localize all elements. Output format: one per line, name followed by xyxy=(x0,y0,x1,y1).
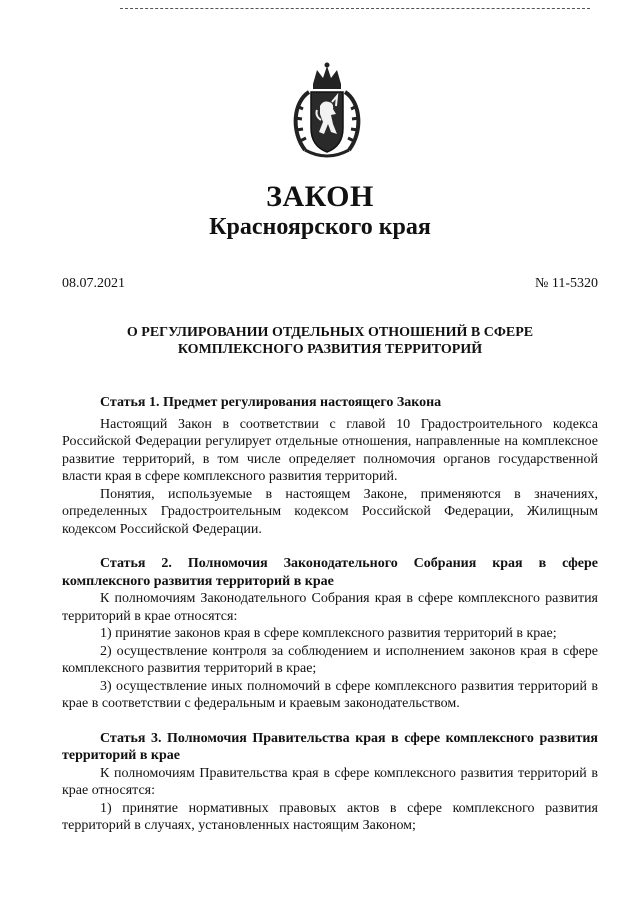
scan-top-edge xyxy=(120,8,590,9)
list-item: 2) осуществление контроля за соблюдением и исполнением законов края в сфере комплексного развития территорий в крае; xyxy=(62,643,598,676)
law-date: 08.07.2021 xyxy=(62,276,125,291)
paragraph: К полномочиям Законодательного Собрания края в сфере комплексного развития территорий в крае относятся: xyxy=(62,591,598,624)
law-heading xyxy=(62,324,598,358)
article-2 xyxy=(62,555,598,713)
list-item: 1) принятие законов края в сфере комплексного развития территорий в крае; xyxy=(100,626,557,641)
law-number: № 11-5320 xyxy=(535,276,598,291)
list-item: 3) осуществление иных полномочий в сфере комплексного развития территорий в крае в соответствии с федеральным и краевым законодательством. xyxy=(62,678,598,711)
list-item: 1) принятие нормативных правовых актов в сфере комплексного развития территорий в случаях, установленных настоящим Законом; xyxy=(62,800,598,833)
article-title: Статья 1. Предмет регулирования настоящего Закона xyxy=(100,395,442,410)
article-1 xyxy=(62,394,598,538)
article-title: Статья 2. Полномочия Законодательного Собрания края в сфере комплексного развития территорий в крае xyxy=(62,556,598,589)
law-title: ЗАКОН xyxy=(266,180,374,213)
paragraph: Настоящий Закон в соответствии с главой 10 Градостроительного кодекса Российской Федерации регулирует отдельные отношения, направленные на комплексное развитие территорий, в том числе определяет полномочия органов государственной власти края в сфере комплексного развития территорий. xyxy=(62,416,598,484)
coat-of-arms-emblem xyxy=(287,62,367,164)
paragraph: Понятия, используемые в настоящем Законе, применяются в значениях, определенных Градостроительным кодексом Российской Федерации, Жилищным кодексом Российской Федерации. xyxy=(62,486,598,537)
heading-line: О РЕГУЛИРОВАНИИ ОТДЕЛЬНЫХ ОТНОШЕНИЙ В СФЕРЕ xyxy=(126,325,534,340)
article-3 xyxy=(62,730,598,835)
law-body xyxy=(62,394,598,835)
region-title: Красноярского края xyxy=(209,214,431,240)
heading-line: КОМПЛЕКСНОГО РАЗВИТИЯ ТЕРРИТОРИЙ xyxy=(177,342,483,357)
article-title: Статья 3. Полномочия Правительства края в сфере комплексного развития территорий в крае xyxy=(62,730,598,763)
paragraph: К полномочиям Правительства края в сфере комплексного развития территорий в крае относятся: xyxy=(62,765,598,798)
